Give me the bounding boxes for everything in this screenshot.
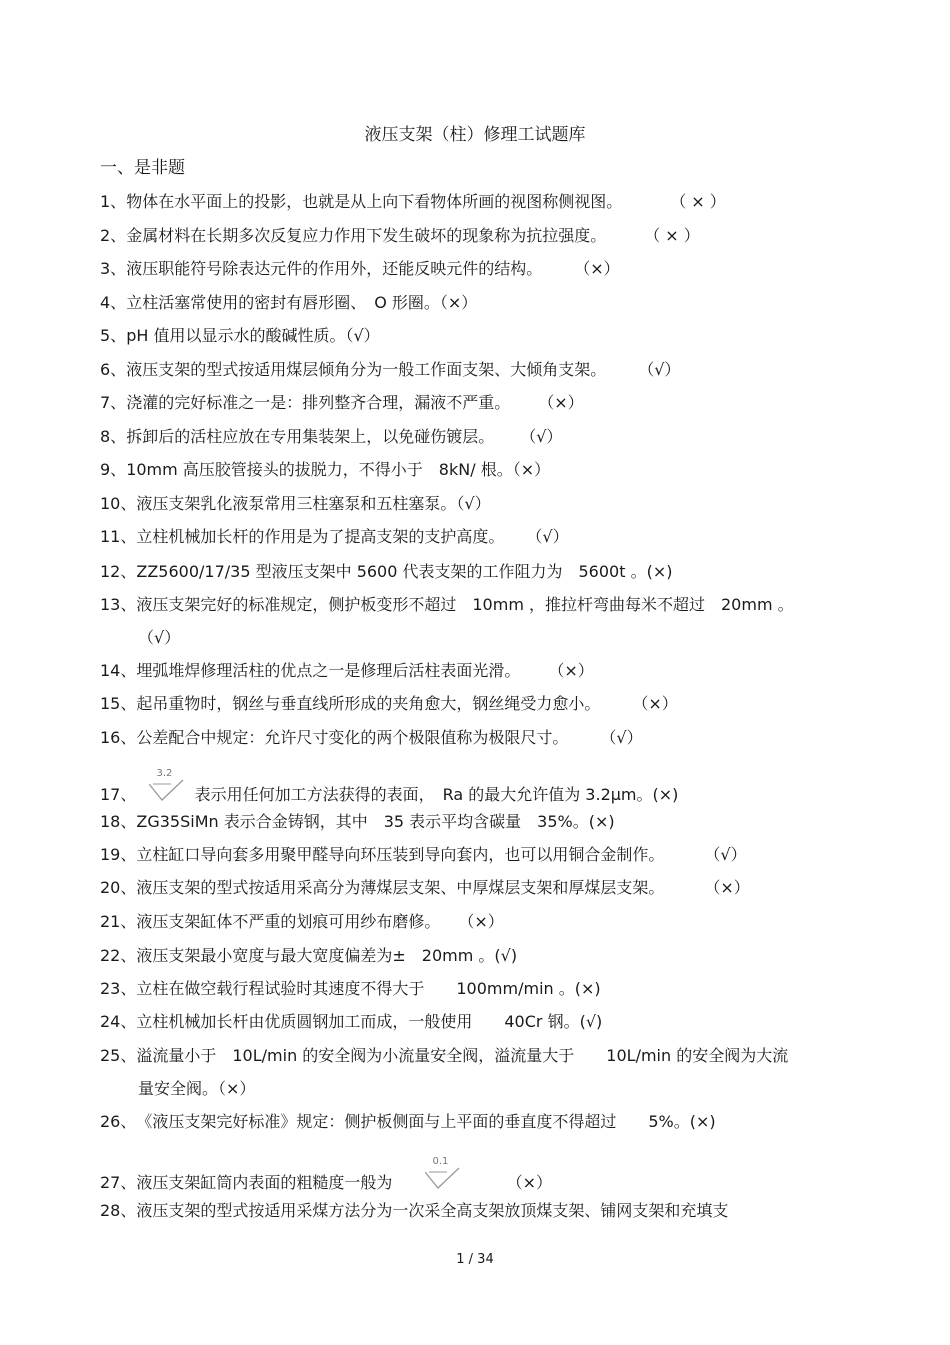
question-number: 17、 [100, 785, 137, 804]
question-item [100, 1156, 870, 1194]
question-text: 液压支架缸筒内表面的粗糙度一般为 [136, 1173, 393, 1192]
answer-mark: （×） [556, 661, 594, 680]
question-item [100, 561, 870, 583]
question-text: 液压支架的型式按适用采煤方法分为一次采全高支架放顶煤支架、铺网支架和充填支 [136, 1201, 729, 1220]
question-text: 液压支架的型式按适用采高分为薄煤层支架、中厚煤层支架和厚煤层支架。 [136, 878, 665, 897]
question-number: 8、 [100, 427, 127, 446]
question-number: 18、 [100, 812, 137, 831]
question-number: 23、 [100, 979, 137, 998]
question-number: 25、 [100, 1046, 137, 1065]
question-text: 金属材料在长期多次反复应力作用下发生破坏的现象称为抗拉强度。 [126, 226, 607, 245]
question-number: 15、 [100, 694, 137, 713]
question-text: 《液压支架完好标准》规定：侧护板侧面与上平面的垂直度不得超过 5%。(×) [136, 1112, 716, 1131]
question-text: 起吊重物时，钢丝与垂直线所形成的夹角愈大，钢丝绳受力愈小。 [136, 694, 601, 713]
question-text: pH 值用以显示水的酸碱性质。（√） [126, 326, 380, 345]
question-item [100, 459, 870, 481]
answer-mark: （×） [712, 878, 750, 897]
answer-mark: （×） [546, 393, 584, 412]
question-number: 16、 [100, 728, 137, 747]
question-item [100, 844, 870, 866]
question-text: 立柱在做空载行程试验时其速度不得大于 100mm/min 。(×) [136, 979, 601, 998]
question-item [100, 1111, 870, 1133]
answer-mark: （×） [466, 912, 504, 931]
question-item [100, 768, 870, 806]
question-number: 12、 [100, 562, 137, 581]
question-number: 26、 [100, 1112, 137, 1131]
question-item [100, 1200, 870, 1222]
question-item [100, 945, 870, 967]
question-item [100, 693, 870, 715]
question-number: 28、 [100, 1201, 137, 1220]
question-text: 立柱机械加长杆的作用是为了提高支架的支护高度。 [136, 527, 505, 546]
question-number: 4、 [100, 293, 127, 312]
answer-mark: （×） [582, 259, 620, 278]
question-number: 13、 [100, 595, 137, 614]
question-text: 表示用任何加工方法获得的表面， Ra 的最大允许值为 3.2μm。(×) [194, 785, 679, 804]
question-item [100, 727, 870, 749]
question-number: 3、 [100, 259, 127, 278]
question-number: 22、 [100, 946, 137, 965]
question-item [100, 594, 870, 647]
page-number: 1 / 34 [456, 1252, 494, 1267]
question-item [100, 325, 870, 347]
question-number: 2、 [100, 226, 127, 245]
question-text: 拆卸后的活柱应放在专用集装架上，以免碰伤镀层。 [126, 427, 495, 446]
answer-mark: （ × ） [678, 192, 726, 211]
question-number: 10、 [100, 494, 137, 513]
question-item [100, 292, 870, 314]
question-number: 27、 [100, 1173, 137, 1192]
question-item [100, 1045, 870, 1098]
question-number: 1、 [100, 192, 127, 211]
question-item [100, 493, 870, 515]
question-text: 液压支架的型式按适用煤层倾角分为一般工作面支架、大倾角支架。 [126, 360, 607, 379]
question-item [100, 526, 870, 548]
question-text: 液压支架乳化液泵常用三柱塞泵和五柱塞泵。（√） [136, 494, 491, 513]
question-number: 24、 [100, 1012, 137, 1031]
question-text-continued: 量安全阀。（×） [138, 1079, 256, 1098]
answer-mark: （×） [640, 694, 678, 713]
question-text-continued: （√） [138, 628, 181, 647]
roughness-symbol-icon [149, 768, 185, 804]
question-text: 液压支架缸体不严重的划痕可用纱布磨修。 [136, 912, 441, 931]
question-text: 立柱活塞常使用的密封有唇形圈、 O 形圈。（×） [126, 293, 478, 312]
answer-mark: （√） [534, 527, 569, 546]
question-text: 立柱机械加长杆由优质圆钢加工而成，一般使用 40Cr 钢。(√) [136, 1012, 603, 1031]
question-text: 液压支架完好的标准规定，侧护板变形不超过 10mm ，推拉杆弯曲每米不超过 20mm 。 [136, 595, 794, 614]
question-text: 立柱缸口导向套多用聚甲醛导向环压装到导向套内，也可以用铜合金制作。 [136, 845, 665, 864]
question-text: 液压职能符号除表达元件的作用外，还能反映元件的结构。 [126, 259, 543, 278]
question-text: 浇灌的完好标准之一是：排列整齐合理，漏液不严重。 [126, 393, 511, 412]
question-item [100, 911, 870, 933]
question-item [100, 258, 870, 280]
question-number: 7、 [100, 393, 127, 412]
question-number: 19、 [100, 845, 137, 864]
question-item [100, 392, 870, 414]
roughness-value: 3.2 [156, 768, 173, 779]
answer-mark: （√） [608, 728, 643, 747]
question-text: 物体在水平面上的投影，也就是从上向下看物体所画的视图称侧视图。 [126, 192, 623, 211]
question-item [100, 191, 870, 213]
roughness-symbol-icon [425, 1156, 461, 1192]
question-text: 埋弧堆焊修理活柱的优点之一是修理后活柱表面光滑。 [136, 661, 521, 680]
question-item [100, 978, 870, 1000]
answer-mark: （ × ） [652, 226, 700, 245]
question-item [100, 426, 870, 448]
answer-mark: （√） [646, 360, 681, 379]
question-text: ZG35SiMn 表示合金铸钢，其中 35 表示平均含碳量 35%。(×) [136, 812, 615, 831]
question-item [100, 877, 870, 899]
question-number: 14、 [100, 661, 137, 680]
answer-mark: （×） [506, 1173, 552, 1192]
question-text: 溢流量小于 10L/min 的安全阀为小流量安全阀，溢流量大于 10L/min 的安全阀为大流 [136, 1046, 789, 1065]
answer-mark: （√） [528, 427, 563, 446]
question-item [100, 660, 870, 682]
question-number: 6、 [100, 360, 127, 379]
question-number: 9、 [100, 460, 127, 479]
question-item [100, 225, 870, 247]
section-heading: 一、是非题 [100, 158, 185, 178]
question-item [100, 1011, 870, 1033]
question-number: 11、 [100, 527, 137, 546]
question-item [100, 811, 870, 833]
question-number: 21、 [100, 912, 137, 931]
document-title: 液压支架（柱）修理工试题库 [364, 125, 586, 145]
question-item [100, 359, 870, 381]
question-text: 10mm 高压胶管接头的拔脱力，不得小于 8kN/ 根。（×） [126, 460, 551, 479]
question-text: 液压支架最小宽度与最大宽度偏差为± 20mm 。(√) [136, 946, 518, 965]
question-text: 公差配合中规定：允许尺寸变化的两个极限值称为极限尺寸。 [136, 728, 569, 747]
answer-mark: （√） [712, 845, 747, 864]
question-number: 5、 [100, 326, 127, 345]
roughness-value: 0.1 [432, 1156, 449, 1167]
question-text: ZZ5600/17/35 型液压支架中 5600 代表支架的工作阻力为 5600t 。(×) [136, 562, 673, 581]
question-number: 20、 [100, 878, 137, 897]
